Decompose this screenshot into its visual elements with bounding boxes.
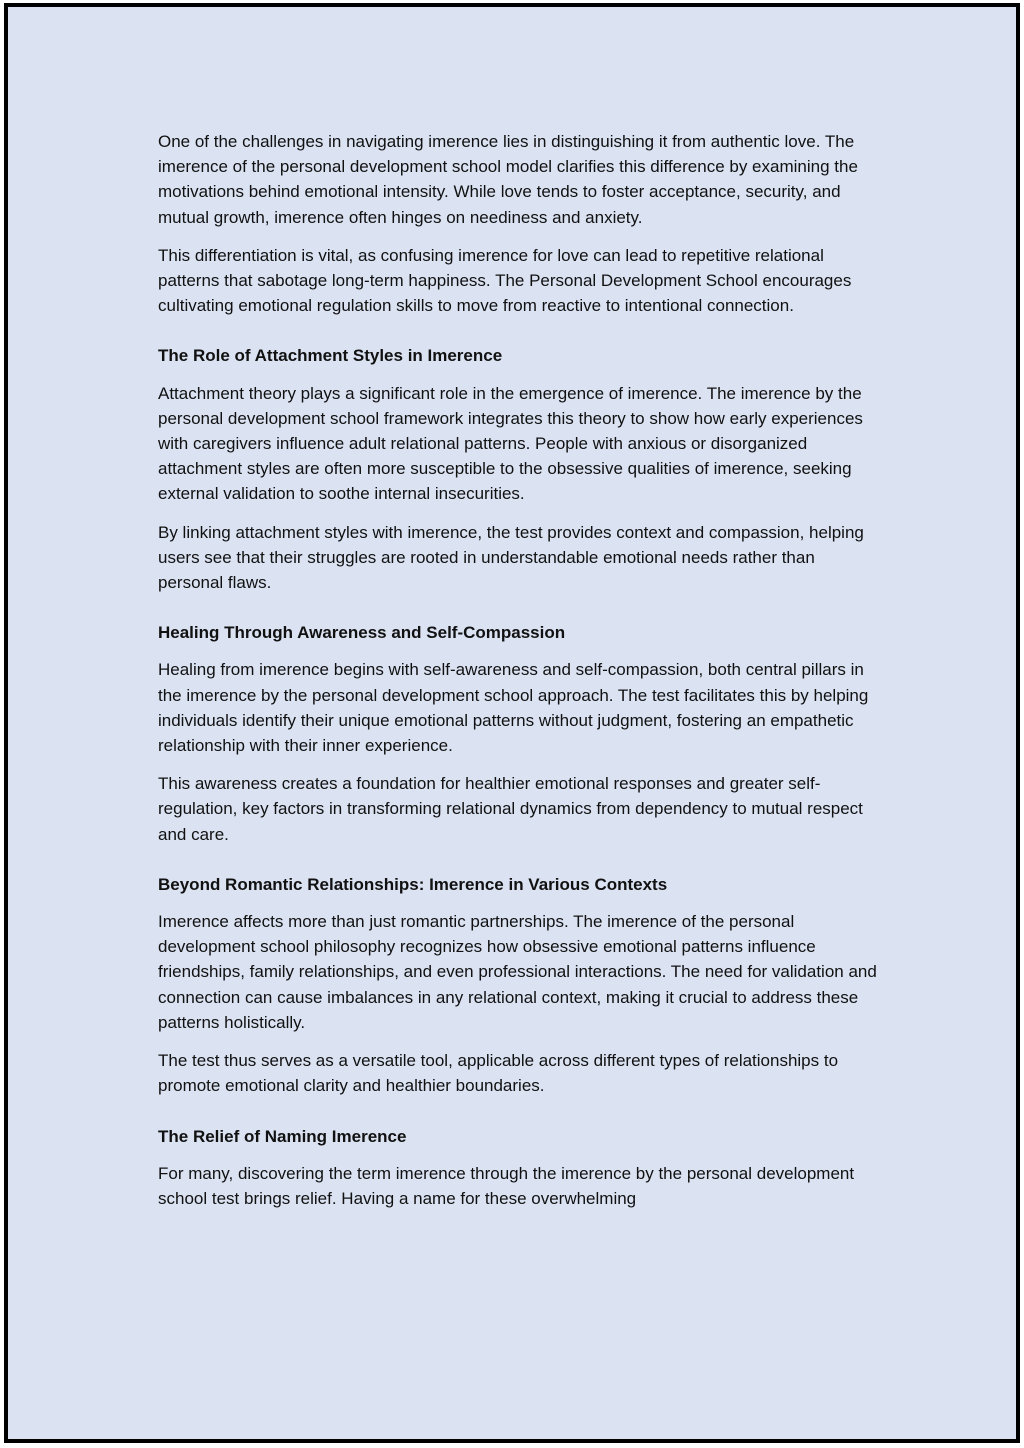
document-body (158, 129, 878, 1224)
intro-paragraph-1: One of the challenges in navigating imerence lies in distinguishing it from authentic love. The imerence of the personal development school model clarifies this difference by examining the motivations behind emotional intensity. While love tends to foster acceptance, security, and mutual growth, imerence often hinges on neediness and anxiety. (158, 132, 858, 227)
section-paragraph: Attachment theory plays a significant role in the emergence of imerence. The imerence by the personal development school framework integrates this theory to show how early experiences with caregivers influence adult relational patterns. People with anxious or disorganized attachment styles are often more susceptible to the obsessive qualities of imerence, seeking external validation to soothe internal insecurities. (158, 383, 863, 504)
section-paragraph: This awareness creates a foundation for healthier emotional responses and greater self-regulation, key factors in transforming relational dynamics from dependency to mutual respect and care. (158, 774, 863, 844)
section-paragraph: By linking attachment styles with imerence, the test provides context and compassion, helping users see that their struggles are rooted in understandable emotional needs rather than personal flaws. (158, 522, 864, 593)
section-heading-beyond-romantic: Beyond Romantic Relationships: Imerence in Various Contexts (158, 874, 668, 894)
section-heading-attachment-styles: The Role of Attachment Styles in Imerence (158, 346, 503, 366)
section-paragraph: Healing from imerence begins with self-awareness and self-compassion, both central pillars in the imerence by the personal development school approach. The test facilitates this by helping individuals identify their unique emotional patterns without judgment, fostering an empathetic relationship with their inner experience. (158, 660, 869, 756)
section-paragraph: The test thus serves as a versatile tool, applicable across different types of relationships to promote emotional clarity and healthier boundaries. (158, 1051, 839, 1096)
section-paragraph: For many, discovering the term imerence through the imerence by the personal development school test brings relief. Having a name for these overwhelming (158, 1163, 855, 1208)
section-paragraph: Imerence affects more than just romantic partnerships. The imerence of the personal development school philosophy recognizes how obsessive emotional patterns influence friendships, family relationships, and even professional interactions. The need for validation and connection can cause imbalances in any relational context, making it crucial to address these patterns holistically. (158, 912, 877, 1032)
document-page (4, 3, 1020, 1443)
section-heading-relief-of-naming: The Relief of Naming Imerence (158, 1126, 407, 1146)
section-heading-healing: Healing Through Awareness and Self-Compassion (158, 623, 566, 643)
intro-paragraph-2: This differentiation is vital, as confusing imerence for love can lead to repetitive relational patterns that sabotage long-term happiness. The Personal Development School encourages cultivating emotional regulation skills to move from reactive to intentional connection. (158, 245, 852, 316)
